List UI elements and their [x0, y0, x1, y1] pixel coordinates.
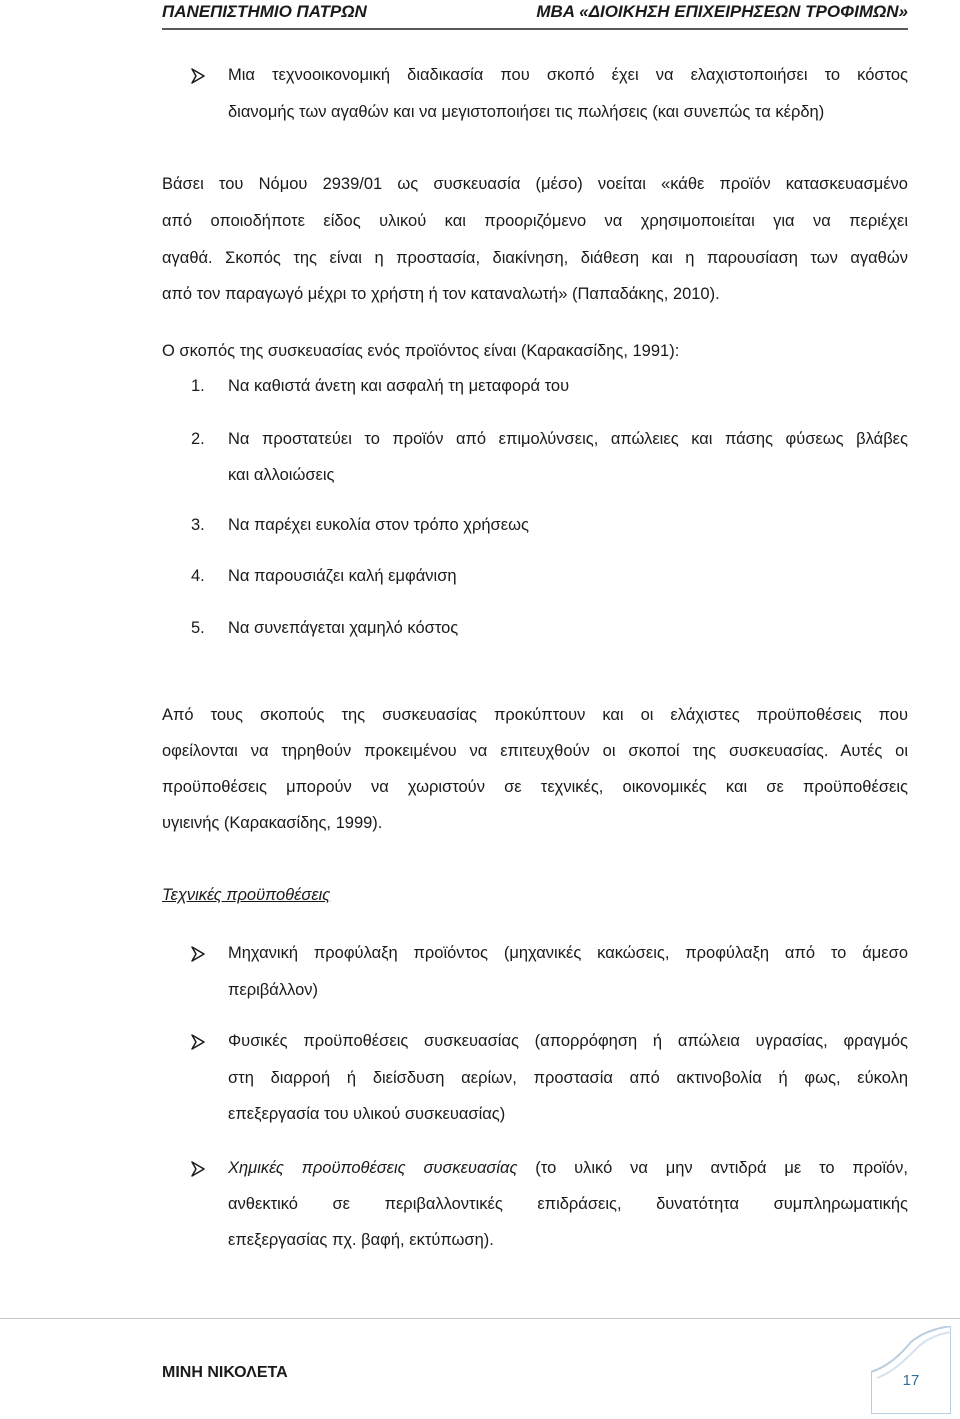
technical-bullet-line: στη διαρροή ή διείσδυση αερίων, προστασία από ακτινοβολία ή φως, εύκολη	[228, 1069, 908, 1087]
purpose-number: 4.	[191, 567, 205, 585]
page-number: 17	[902, 1371, 920, 1389]
purpose-number: 3.	[191, 516, 205, 534]
prerequisites-line-3: προϋποθέσεις μπορούν να χωριστούν σε τεχνικές, οικονομικές και σε προϋποθέσεις	[162, 778, 908, 796]
purpose-item: Να προστατεύει το προϊόν από επιμολύνσεις, απώλειες και πάσης φύσεως βλάβες	[228, 430, 908, 448]
technical-bullet-line: επεξεργασία του υλικού συσκευασίας)	[228, 1105, 506, 1123]
technical-bullet-line: Φυσικές προϋποθέσεις συσκευασίας (απορρόφηση ή απώλεια υγρασίας, φραγμός	[228, 1032, 908, 1050]
purpose-item: Να συνεπάγεται χαμηλό κόστος	[228, 619, 459, 637]
footer-author: ΜΙΝΗ ΝΙΚΟΛΕΤΑ	[162, 1364, 288, 1381]
page-number-badge	[871, 1326, 951, 1414]
header-university: ΠΑΝΕΠΙΣΤΗΜΙΟ ΠΑΤΡΩΝ	[162, 2, 367, 21]
header-programme: ΜΒΑ «ΔΙΟΙΚΗΣΗ ΕΠΙΧΕΙΡΗΣΕΩΝ ΤΡΟΦΙΜΩΝ»	[536, 2, 908, 21]
intro-bullet-line-1: Μια τεχνοοικονομική διαδικασία που σκοπό έχει να ελαχιστοποιήσει το κόστος	[228, 66, 908, 84]
definition-line-1: Βάσει του Νόμου 2939/01 ως συσκευασία (μέσο) νοείται «κάθε προϊόν κατασκευασμένο	[162, 175, 908, 193]
arrow-bullet-icon	[190, 1034, 206, 1050]
purpose-number: 1.	[191, 377, 205, 395]
arrow-bullet-icon	[190, 1161, 206, 1177]
purpose-item: Να παρουσιάζει καλή εμφάνιση	[228, 567, 457, 585]
technical-bullet-line	[228, 1159, 908, 1178]
technical-bullet-line: επεξεργασίας πχ. βαφή, εκτύπωση).	[228, 1231, 494, 1249]
purpose-item: Να καθιστά άνετη και ασφαλή τη μεταφορά του	[228, 377, 570, 395]
chemical-prerequisites-lead: Χημικές προϋποθέσεις συσκευασίας	[228, 1159, 518, 1177]
header-rule	[162, 28, 908, 30]
definition-line-2: από οποιοδήποτε είδος υλικού και προοριζόμενο να χρησιμοποιείται για να περιέχει	[162, 212, 908, 230]
technical-bullet-line: Μηχανική προφύλαξη προϊόντος (μηχανικές κακώσεις, προφύλαξη από το άμεσο	[228, 944, 908, 962]
prerequisites-line-1: Από τους σκοπούς της συσκευασίας προκύπτουν και οι ελάχιστες προϋποθέσεις που	[162, 706, 908, 724]
arrow-bullet-icon	[190, 68, 206, 84]
purpose-item: Να παρέχει ευκολία στον τρόπο χρήσεως	[228, 516, 529, 534]
purpose-intro: Ο σκοπός της συσκευασίας ενός προϊόντος είναι (Καρακασίδης, 1991):	[162, 342, 680, 360]
technical-heading: Τεχνικές προϋποθέσεις	[162, 886, 331, 904]
purpose-number: 5.	[191, 619, 205, 637]
intro-bullet-line-2: διανομής των αγαθών και να μεγιστοποιήσει τις πωλήσεις (και συνεπώς τα κέρδη)	[228, 103, 825, 121]
prerequisites-line-4: υγιεινής (Καρακασίδης, 1999).	[162, 814, 383, 832]
arrow-bullet-icon	[190, 946, 206, 962]
technical-bullet-line: περιβάλλον)	[228, 981, 318, 999]
purpose-item-continued: και αλλοιώσεις	[228, 466, 335, 484]
technical-bullet-line: ανθεκτικό σε περιβαλλοντικές επιδράσεις, δυνατότητα συμπληρωματικής	[228, 1195, 908, 1213]
definition-line-4: από τον παραγωγό μέχρι το χρήστη ή τον καταναλωτή» (Παπαδάκης, 2010).	[162, 285, 720, 303]
prerequisites-line-2: οφείλονται να τηρηθούν προκειμένου να επιτευχθούν οι σκοποί της συσκευασίας. Αυτές οι	[162, 742, 908, 760]
page-header	[162, 0, 908, 32]
purpose-number: 2.	[191, 430, 205, 448]
definition-line-3: αγαθά. Σκοπός της είναι η προστασία, διακίνηση, διάθεση και η παρουσίαση των αγαθών	[162, 249, 908, 267]
chemical-prerequisites-text: (το υλικό να μην αντιδρά με το προϊόν,	[517, 1159, 909, 1177]
footer-rule	[0, 1318, 960, 1319]
